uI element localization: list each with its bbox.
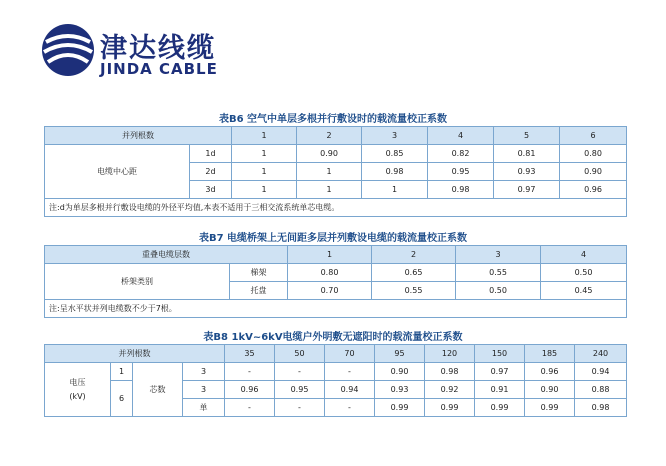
b8-cell: 0.95 xyxy=(275,381,325,399)
b6-cell: 0.93 xyxy=(494,163,560,181)
b8-cores: 3 xyxy=(183,363,225,381)
b8-cell: 0.91 xyxy=(475,381,525,399)
table-row xyxy=(45,264,627,282)
b7-layer: 3 xyxy=(456,246,541,264)
b7-cell: 0.45 xyxy=(541,282,627,300)
b7-cell: 0.55 xyxy=(372,282,456,300)
b7-type: 梯架 xyxy=(230,264,288,282)
b6-count: 6 xyxy=(560,127,627,145)
b6-count: 5 xyxy=(494,127,560,145)
b8-size: 50 xyxy=(275,345,325,363)
b8-voltage-label-1: 电压 xyxy=(69,377,86,387)
b8-cell: 0.97 xyxy=(475,363,525,381)
b8-size: 150 xyxy=(475,345,525,363)
b6-cell: 1 xyxy=(297,181,362,199)
table-b7 xyxy=(44,245,627,318)
b6-count: 4 xyxy=(428,127,494,145)
b6-spacing: 2d xyxy=(190,163,232,181)
b7-type: 托盘 xyxy=(230,282,288,300)
b8-size: 70 xyxy=(325,345,375,363)
b8-cell: 0.93 xyxy=(375,381,425,399)
b8-size: 95 xyxy=(375,345,425,363)
b8-cell: - xyxy=(275,399,325,417)
b6-cell: 0.81 xyxy=(494,145,560,163)
b7-cell: 0.80 xyxy=(288,264,372,282)
b6-cell: 1 xyxy=(297,163,362,181)
b7-cell: 0.70 xyxy=(288,282,372,300)
b6-count: 3 xyxy=(362,127,428,145)
table-b8-title: 表B8 1kV~6kV电缆户外明敷无遮阳时的载流量校正系数 xyxy=(203,332,463,343)
b8-cores: 单 xyxy=(183,399,225,417)
b8-voltage-1: 1 xyxy=(111,363,133,381)
b8-size: 35 xyxy=(225,345,275,363)
brand-name-en: JINDA CABLE xyxy=(100,60,218,78)
b6-cell: 0.96 xyxy=(560,181,627,199)
b8-header-label: 并列根数 xyxy=(45,345,225,363)
b7-layer: 1 xyxy=(288,246,372,264)
b8-cell: 0.96 xyxy=(225,381,275,399)
b6-cell: 0.95 xyxy=(428,163,494,181)
b7-layer: 2 xyxy=(372,246,456,264)
b8-cell: 0.99 xyxy=(375,399,425,417)
b6-cell: 1 xyxy=(232,145,297,163)
table-b6-title: 表B6 空气中单层多根并行敷设时的载流量校正系数 xyxy=(218,114,448,125)
b7-cell: 0.50 xyxy=(541,264,627,282)
b8-cell: - xyxy=(325,363,375,381)
b8-cell: 0.90 xyxy=(525,381,575,399)
b8-size: 240 xyxy=(575,345,627,363)
brand-name-cn: 津达线缆 xyxy=(100,33,216,64)
b7-note: 注:呈水平状并列电缆数不少于7根。 xyxy=(45,300,627,318)
b8-voltage-6: 6 xyxy=(111,381,133,417)
b6-spacing: 1d xyxy=(190,145,232,163)
b8-voltage-label xyxy=(45,363,111,417)
table-b7-title: 表B7 电缆桥架上无间距多层并列敷设电缆的载流量校正系数 xyxy=(198,233,468,244)
b8-cell: 0.90 xyxy=(375,363,425,381)
b8-voltage-label-2: (kV) xyxy=(69,391,86,401)
b6-count: 1 xyxy=(232,127,297,145)
table-b8 xyxy=(44,344,627,417)
b6-cell: 0.98 xyxy=(428,181,494,199)
b7-cell: 0.55 xyxy=(456,264,541,282)
b8-cell: - xyxy=(325,399,375,417)
b8-size: 185 xyxy=(525,345,575,363)
b8-cell: 0.99 xyxy=(475,399,525,417)
b6-cell: 0.97 xyxy=(494,181,560,199)
b6-row-label: 电缆中心距 xyxy=(45,145,190,199)
b6-header-label: 并列根数 xyxy=(45,127,232,145)
b8-cell: 0.88 xyxy=(575,381,627,399)
b7-header-label: 重叠电缆层数 xyxy=(45,246,288,264)
b8-cell: - xyxy=(275,363,325,381)
b6-count: 2 xyxy=(297,127,362,145)
b8-cell: 0.96 xyxy=(525,363,575,381)
table-row xyxy=(45,381,627,399)
b6-cell: 0.82 xyxy=(428,145,494,163)
b8-size: 120 xyxy=(425,345,475,363)
b8-cell: - xyxy=(225,399,275,417)
b8-cores: 3 xyxy=(183,381,225,399)
table-b6 xyxy=(44,126,627,217)
b8-cell: 0.99 xyxy=(525,399,575,417)
b6-cell: 1 xyxy=(232,181,297,199)
b6-cell: 1 xyxy=(232,163,297,181)
table-row xyxy=(45,363,627,381)
brand-logo xyxy=(40,22,260,80)
b6-cell: 0.98 xyxy=(362,163,428,181)
b8-cell: - xyxy=(225,363,275,381)
b7-cell: 0.50 xyxy=(456,282,541,300)
b7-cell: 0.65 xyxy=(372,264,456,282)
b8-cell: 0.98 xyxy=(575,399,627,417)
table-row xyxy=(45,145,627,163)
b8-cell: 0.94 xyxy=(325,381,375,399)
b8-core-label: 芯数 xyxy=(133,363,183,417)
b8-cell: 0.92 xyxy=(425,381,475,399)
b8-cell: 0.98 xyxy=(425,363,475,381)
b8-cell: 0.94 xyxy=(575,363,627,381)
b6-cell: 0.85 xyxy=(362,145,428,163)
b7-layer: 4 xyxy=(541,246,627,264)
b6-note: 注:d为单层多根并行敷设电缆的外径平均值,本表不适用于三相交流系统单芯电缆。 xyxy=(45,199,627,217)
b7-row-label: 桥架类别 xyxy=(45,264,230,300)
b6-spacing: 3d xyxy=(190,181,232,199)
b6-cell: 1 xyxy=(362,181,428,199)
b6-cell: 0.90 xyxy=(297,145,362,163)
b6-cell: 0.80 xyxy=(560,145,627,163)
b6-cell: 0.90 xyxy=(560,163,627,181)
globe-logo-icon xyxy=(40,22,96,78)
b8-cell: 0.99 xyxy=(425,399,475,417)
